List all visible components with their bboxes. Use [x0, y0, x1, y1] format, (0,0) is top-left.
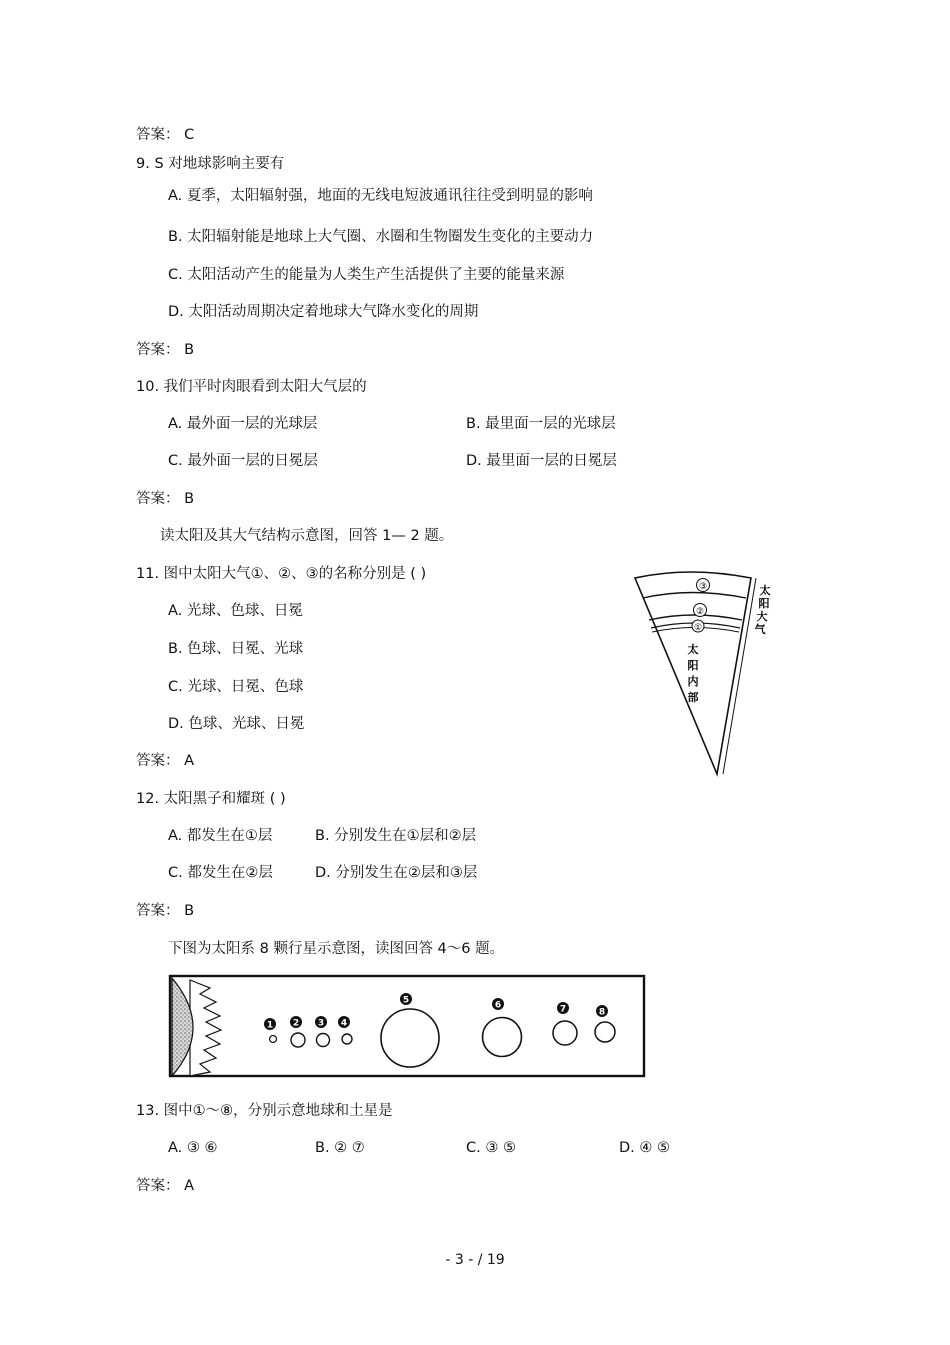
planet-7 — [553, 1021, 577, 1045]
option-a: A. 夏季，太阳辐射强，地面的无线电短波通讯往往受到明显的影响 — [168, 188, 593, 204]
question-stem: 13. 图中①～⑧，分别示意地球和土星是 — [136, 1103, 393, 1119]
option-a: A. 都发生在①层 — [168, 828, 273, 844]
sector-outline — [635, 572, 751, 774]
option-c: C. 都发生在②层 — [168, 865, 273, 881]
planet-6 — [483, 1018, 522, 1057]
option-b: B. 分别发生在①层和②层 — [315, 828, 477, 844]
interior-label: 太 — [687, 643, 699, 656]
option-d: D. 色球、光球、日冕 — [168, 716, 305, 732]
planets-diagram — [168, 972, 650, 1084]
option-a: A. 最外面一层的光球层 — [168, 416, 318, 432]
option-c: C. 太阳活动产生的能量为人类生产生活提供了主要的能量来源 — [168, 267, 565, 283]
svg-text:1: 1 — [266, 1020, 274, 1031]
option-d: D. 分别发生在②层和③层 — [315, 865, 478, 881]
question-stem: 11. 图中太阳大气①、②、③的名称分别是 ( ) — [136, 566, 427, 582]
interior-label: 部 — [687, 691, 699, 704]
option-a: A. ③ ⑥ — [168, 1140, 218, 1156]
answer: 答案： A — [136, 1178, 195, 1194]
layer-3-label: ③ — [698, 582, 708, 592]
svg-text:7: 7 — [559, 1004, 567, 1015]
answer: 答案： B — [136, 491, 195, 507]
question-stem: 9. S 对地球影响主要有 — [136, 156, 285, 172]
option-a: A. 光球、色球、日冕 — [168, 603, 303, 619]
svg-text:4: 4 — [340, 1018, 348, 1029]
planet-5 — [381, 1009, 439, 1067]
option-c: C. 最外面一层的日冕层 — [168, 453, 318, 469]
atmosphere-label: 太 — [759, 584, 771, 597]
planet-2 — [291, 1033, 305, 1047]
planet-4 — [342, 1034, 352, 1044]
question-stem: 10. 我们平时肉眼看到太阳大气层的 — [136, 379, 367, 395]
atmosphere-label: 气 — [754, 623, 766, 636]
planet-3 — [317, 1034, 330, 1047]
page-number: - 3 - / 19 — [445, 1252, 505, 1268]
interior-label: 内 — [687, 675, 699, 688]
intro-text-2: 下图为太阳系 8 颗行星示意图，读图回答 4～6 题。 — [168, 941, 505, 957]
intro-text-1: 读太阳及其大气结构示意图，回答 1— 2 题。 — [160, 528, 454, 544]
sun-structure-diagram — [625, 560, 785, 785]
svg-text:3: 3 — [317, 1018, 325, 1029]
svg-text:8: 8 — [598, 1007, 606, 1018]
answer: 答案： B — [136, 903, 195, 919]
option-d: D. 太阳活动周期决定着地球大气降水变化的周期 — [168, 304, 479, 320]
option-c: C. ③ ⑤ — [466, 1140, 516, 1156]
planet-8 — [595, 1022, 615, 1042]
layer-2-label: ② — [695, 607, 705, 617]
svg-text:5: 5 — [402, 995, 410, 1006]
atmosphere-label: 阳 — [758, 597, 770, 610]
option-d: D. ④ ⑤ — [619, 1140, 670, 1156]
option-d: D. 最里面一层的日冕层 — [466, 453, 617, 469]
layer-1-label: ① — [693, 623, 703, 633]
question-stem: 12. 太阳黑子和耀斑 ( ) — [136, 791, 286, 807]
option-b: B. 色球、日冕、光球 — [168, 641, 304, 657]
option-b: B. ② ⑦ — [315, 1140, 365, 1156]
answer: 答案： A — [136, 753, 195, 769]
answer: 答案： B — [136, 342, 195, 358]
option-c: C. 光球、日冕、色球 — [168, 679, 304, 695]
planet-1 — [270, 1036, 277, 1043]
atmosphere-label: 大 — [756, 610, 768, 623]
option-b: B. 最里面一层的光球层 — [466, 416, 616, 432]
svg-text:2: 2 — [292, 1018, 300, 1029]
svg-text:6: 6 — [494, 1000, 502, 1011]
answer-q8: 答案： C — [136, 127, 195, 143]
option-b: B. 太阳辐射能是地球上大气圈、水圈和生物圈发生变化的主要动力 — [168, 229, 594, 245]
interior-label: 阳 — [687, 659, 699, 672]
